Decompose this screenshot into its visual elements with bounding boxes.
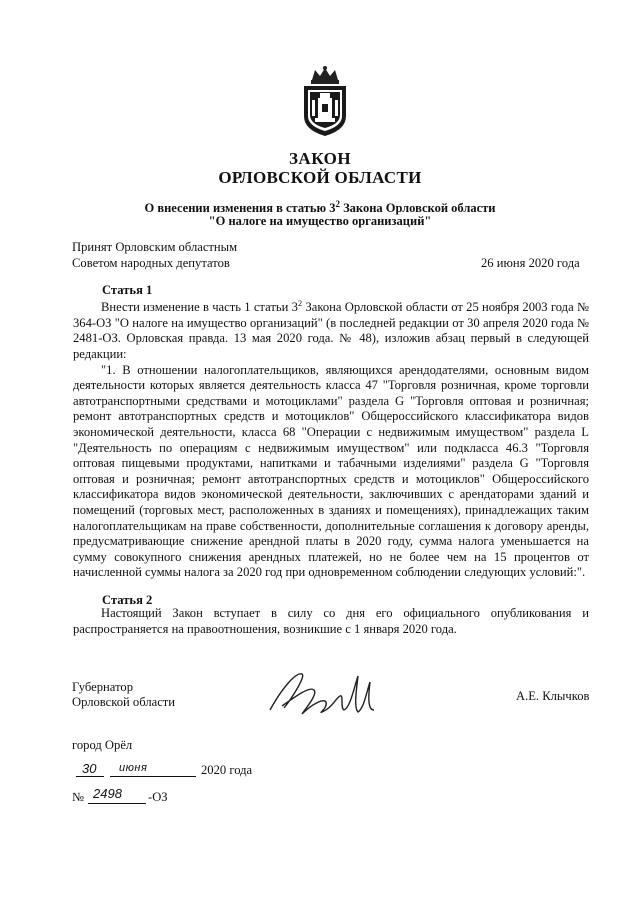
- signatory-title-line1: Губернатор: [72, 680, 133, 694]
- day-underline: [76, 776, 104, 777]
- article2-body: [73, 606, 589, 637]
- region-name: ОРЛОВСКОЙ ОБЛАСТИ: [218, 168, 422, 187]
- city: город Орёл: [72, 738, 133, 752]
- handwritten-signature: [262, 668, 387, 723]
- document-type: ЗАКОН: [288, 149, 352, 168]
- signatory-name: А.Е. Клычков: [516, 689, 590, 703]
- number-underline: [88, 803, 146, 804]
- article1-paragraph1: Внести изменение в часть 1 статьи $3^2$ Закона Орловской области от 25 ноября 2003 года № 364-ОЗ "О налоге на имущество организаций" (в последней редакции от 30 апреля 2020 года № 2481-ОЗ. Орловская правда. 13 мая 2020 года. № 48), изложив абзац первый в следующей редакции:: [73, 298, 589, 361]
- article1-heading: Статья 1: [102, 283, 153, 297]
- law-number: 2498: [93, 786, 122, 801]
- number-suffix: -ОЗ: [148, 790, 168, 804]
- document-subtitle-line2: "О налоге на имущество организаций": [208, 214, 432, 228]
- number-prefix: №: [72, 790, 85, 804]
- signatory-title-line2: Орловской области: [72, 695, 176, 709]
- adoption-line2: Советом народных депутатов: [72, 256, 230, 270]
- article1-body: [73, 296, 589, 581]
- article1-paragraph2: "1. В отношении налогоплательщиков, являющихся арендодателями, основным видом деятельности которых является деятельность класса 47 "Торговля розничная, кроме торговли автотранспортными средствами и мотоциклами" раздела G "Торговля оптовая и розничная; ремонт автотранспортных средств и мотоциклов" Общероссийского классификатора видов экономической деятельности, класса 68 "Операции с недвижимым имуществом" раздела L "Деятельность по операциям с недвижимым имуществом" или подкласса 46.3 "Торговля оптовая пищевыми продуктами, напитками и табачными изделиями" раздела G "Торговля оптовая и розничная; ремонт автотранспортных средств и мотоциклов" Общероссийского классификатора видов экономической деятельности, заключивших с арендаторами зданий и помещений (торговых мест, расположенных в зданиях и помещениях), принадлежащих таким налогоплательщикам на праве собственности, дополнительные соглашения к договору аренды, предусматривающие снижение арендной платы в 2020 году, сумма налога уменьшается на сумму совокупного снижения арендных платежей, но не более чем на 15 процентов от начисленной суммы налога за 2020 год при одновременном соблюдении следующих условий:".: [73, 362, 589, 580]
- signing-month: июня: [119, 762, 148, 774]
- signing-year: 2020 года: [201, 763, 253, 777]
- article2-heading: Статья 2: [102, 593, 153, 607]
- orel-oblast-coat-of-arms-icon: [298, 66, 352, 138]
- document-subtitle: О внесении изменения в статью $3^2$ Закона Орловской области: [144, 199, 496, 216]
- adoption-date: 26 июня 2020 года: [481, 256, 580, 270]
- article2-paragraph1: Настоящий Закон вступает в силу со дня его официального опубликования и распространяется на правоотношения, возникшие с 1 января 2020 года.: [73, 606, 589, 636]
- month-underline: [110, 776, 196, 777]
- signing-day: 30: [82, 761, 97, 776]
- adoption-line1: Принят Орловским областным: [72, 240, 238, 254]
